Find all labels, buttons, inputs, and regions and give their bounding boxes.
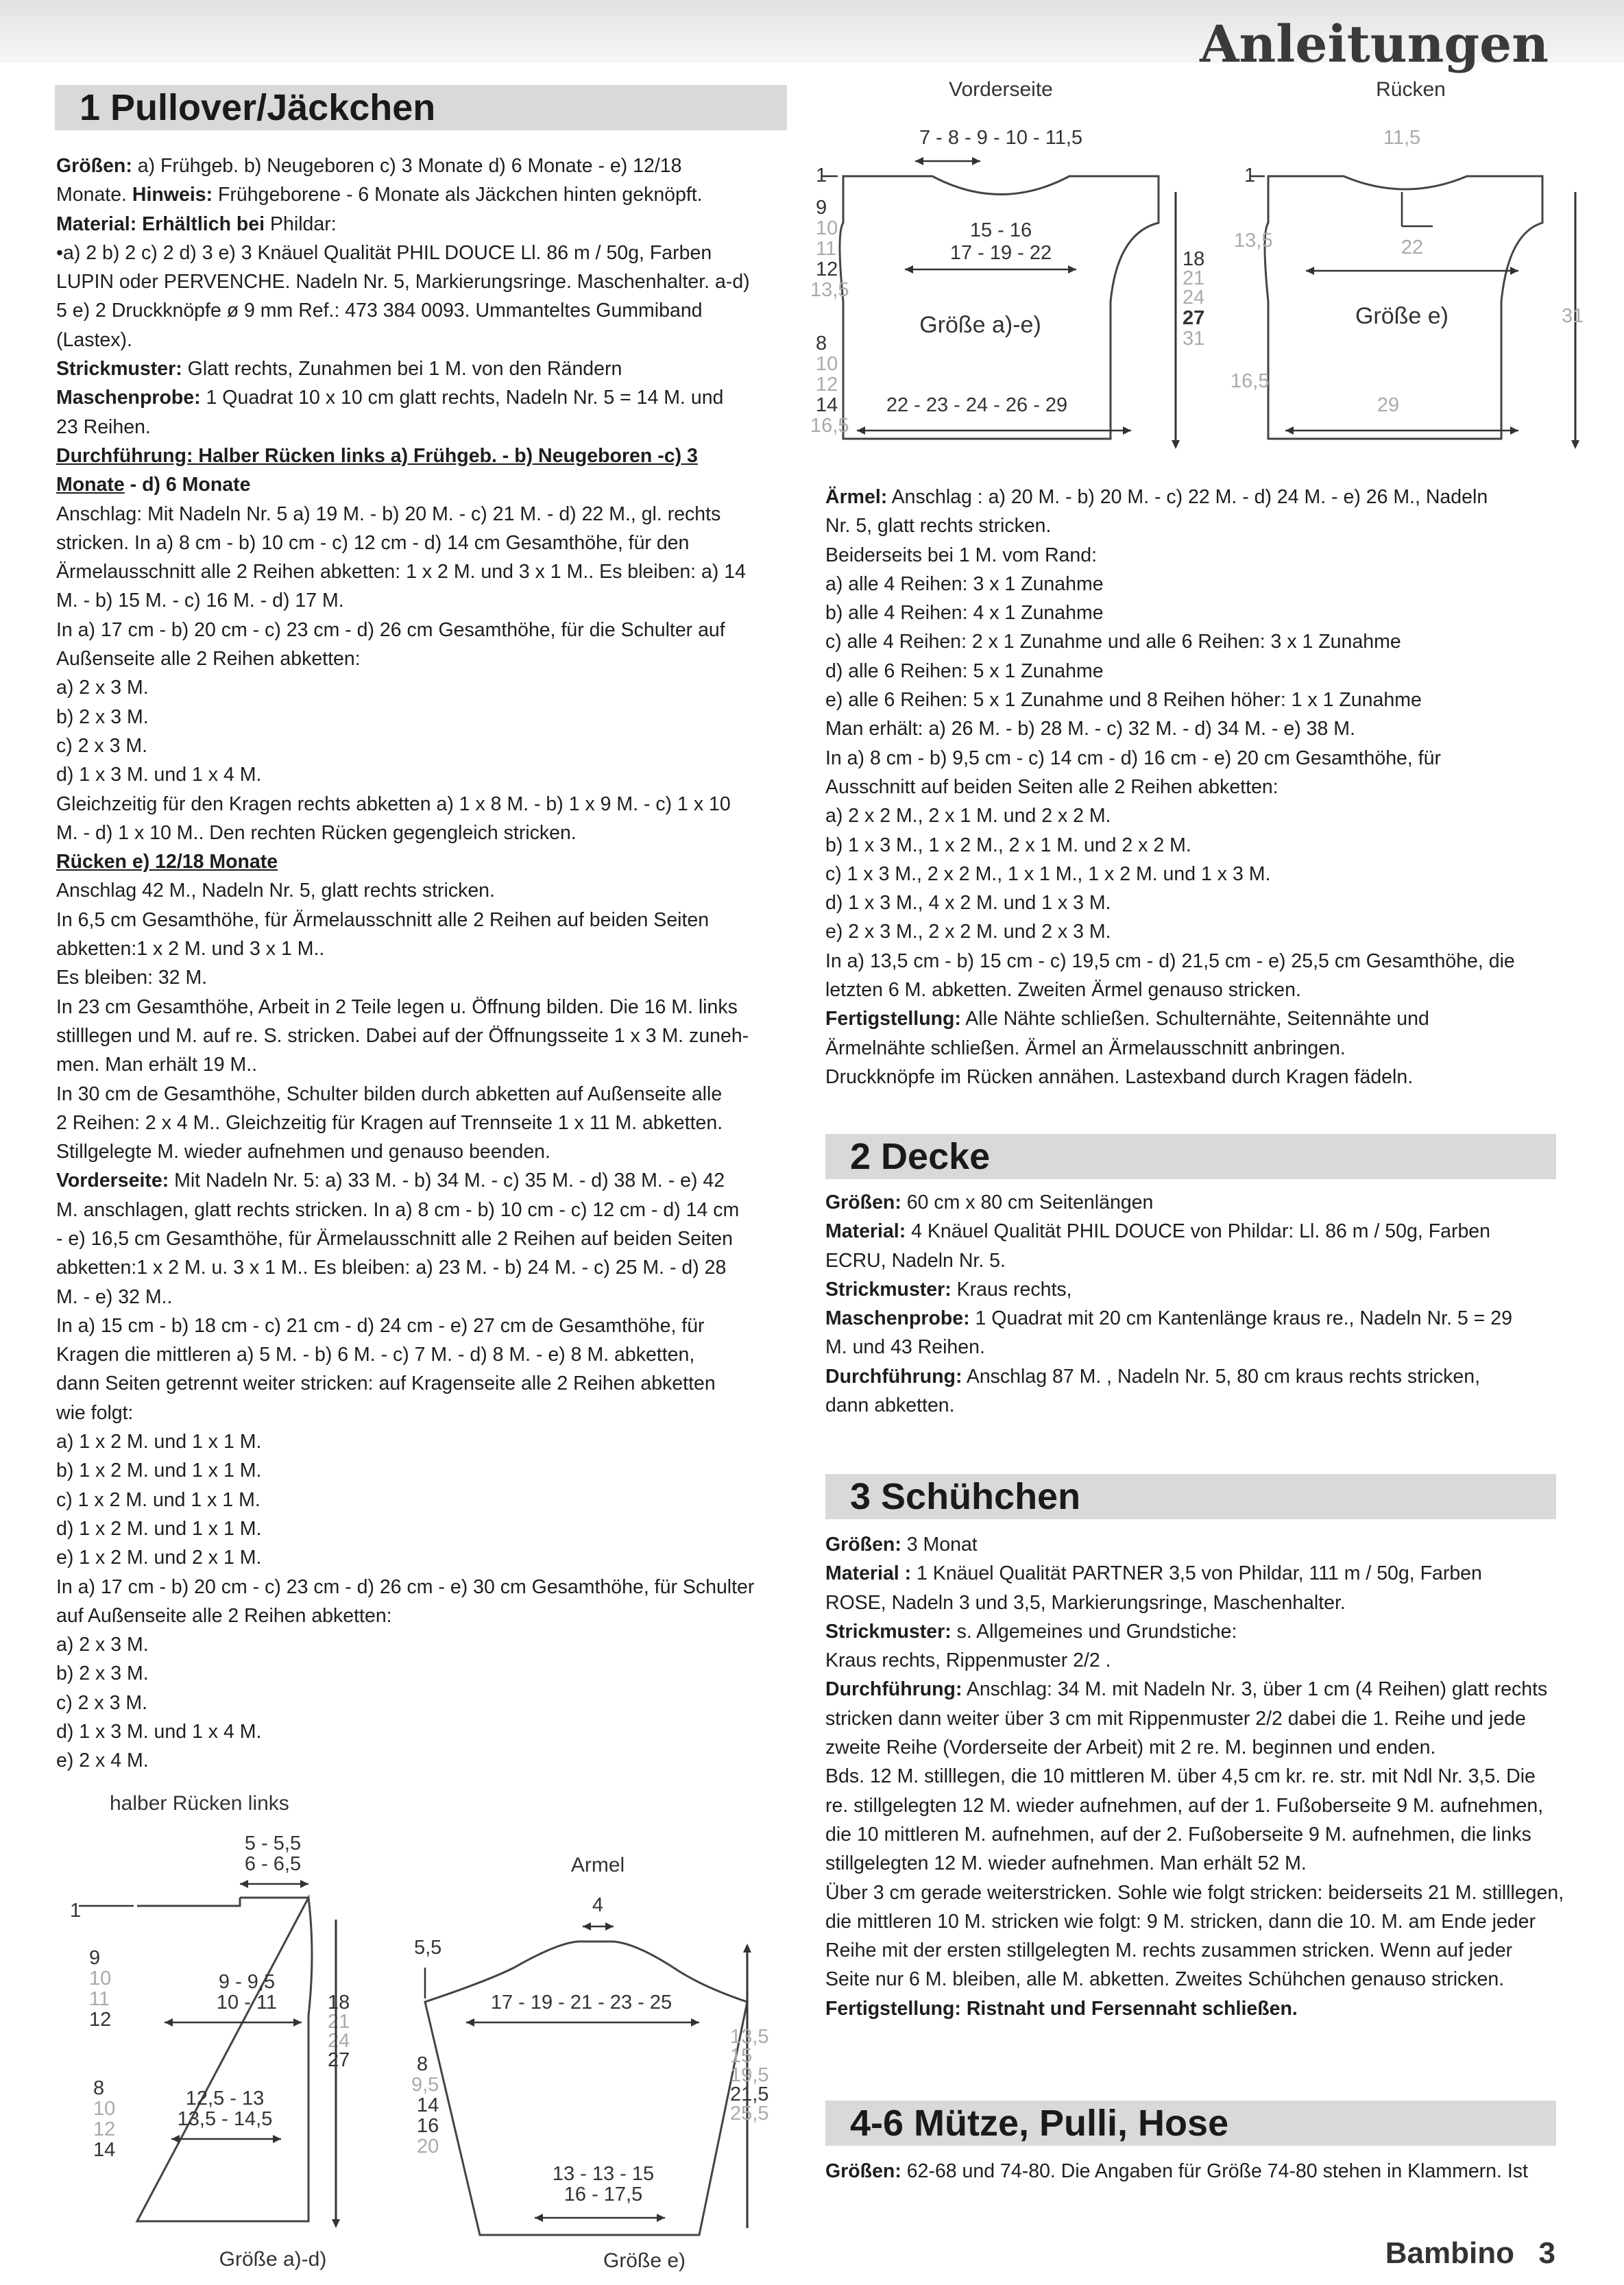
back-low: 16,5 xyxy=(1231,370,1270,392)
front-mid-b: 17 - 19 - 22 xyxy=(949,242,1052,264)
pullover-line: Kragen die mittleren a) 5 M. - b) 6 M. - c) 7 M. - d) 8 M. - e) 8 M. abketten, xyxy=(56,1344,695,1366)
pullover-line: d) 1 x 2 M. und 1 x 1 M. xyxy=(56,1517,262,1540)
front-low-a: 8 xyxy=(816,333,827,354)
pullover-line: In 23 cm Gesamthöhe, Arbeit in 2 Teile legen u. Öffnung bilden. Die 16 M. links xyxy=(56,995,738,1018)
sleeve-right-e: 25,5 xyxy=(730,2103,769,2125)
front-low-d: 14 xyxy=(816,394,838,416)
half-back-one: 1 xyxy=(70,1900,82,1922)
sleeve-text-line: b) alle 4 Reihen: 4 x 1 Zunahme xyxy=(825,602,1104,625)
pullover-line: e) 1 x 2 M. und 2 x 1 M. xyxy=(56,1547,262,1569)
schuehchen-line: Größen: 3 Monat xyxy=(825,1534,978,1556)
decke-line: Material: 4 Knäuel Qualität PHIL DOUCE von Phildar: Ll. 86 m / 50g, Farben xyxy=(825,1220,1490,1243)
sleeve-diagram xyxy=(404,1844,816,2272)
half-back-width-b: 13,5 - 14,5 xyxy=(177,2108,273,2130)
pullover-line: M. - b) 15 M. - c) 16 M. - d) 17 M. xyxy=(56,590,344,612)
sleeve-text-line: d) alle 6 Reihen: 5 x 1 Zunahme xyxy=(825,660,1104,682)
back-title: Rücken xyxy=(1376,78,1446,101)
pullover-line: c) 1 x 2 M. und 1 x 1 M. xyxy=(56,1488,260,1511)
sleeve-left: 5,5 xyxy=(414,1937,442,1959)
schuehchen-line: Strickmuster: s. Allgemeines und Grundstiche: xyxy=(825,1620,1237,1643)
pullover-line: LUPIN oder PERVENCHE. Nadeln Nr. 5, Markierungsringe. Maschenhalter. a-d) xyxy=(56,271,750,293)
sleeve-width: 17 - 19 - 21 - 23 - 25 xyxy=(490,1992,672,2014)
sleeve-text-line: a) alle 4 Reihen: 3 x 1 Zunahme xyxy=(825,572,1104,595)
half-back-right-d: 27 xyxy=(328,2049,350,2071)
schuehchen-line: die 10 mittleren M. aufnehmen, auf der 2. Fußoberseite 9 M. aufnehmen, die links xyxy=(825,1823,1531,1846)
pullover-line: Größen: a) Frühgeb. b) Neugeboren c) 3 Monate d) 6 Monate - e) 12/18 xyxy=(56,155,682,177)
sleeve-text-line: Beiderseits bei 1 M. vom Rand: xyxy=(825,544,1098,566)
footer-brand: Bambino xyxy=(1385,2236,1514,2270)
sleeve-text-line: Ärmelnähte schließen. Ärmel an Ärmelausschnitt anbringen. xyxy=(825,1037,1346,1059)
pullover-line: stricken. In a) 8 cm - b) 10 cm - c) 12 cm - d) 14 cm Gesamthöhe, für den xyxy=(56,531,690,554)
half-back-left-d: 12 xyxy=(89,2009,112,2031)
back-left: 13,5 xyxy=(1234,230,1273,252)
schuehchen-line: Seite nur 6 M. bleiben, alle M. abketten. Zweites Schühchen genauso stricken. xyxy=(825,1968,1505,1991)
back-size: Größe e) xyxy=(1355,303,1449,329)
half-back-left-c: 11 xyxy=(89,1988,110,2010)
page-title: Anleitungen xyxy=(1200,15,1549,74)
pullover-line: M. anschlagen, glatt rechts stricken. In a) 8 cm - b) 10 cm - c) 12 cm - d) 14 cm xyxy=(56,1198,740,1221)
sleeve-instructions xyxy=(825,483,1558,1091)
sleeve-text-line: Ausschnitt auf beiden Seiten alle 2 Reihen abketten: xyxy=(825,775,1278,798)
pullover-line: b) 1 x 2 M. und 1 x 1 M. xyxy=(56,1460,262,1482)
pullover-line: stilllegen und M. auf re. S. stricken. Dabei auf der Öffnungsseite 1 x 3 M. zuneh- xyxy=(56,1024,749,1047)
front-low-e: 16,5 xyxy=(810,415,849,437)
pullover-line: a) 1 x 2 M. und 1 x 1 M. xyxy=(56,1431,262,1453)
sleeve-left-d: 16 xyxy=(417,2115,439,2137)
half-back-bottom-a: 8 xyxy=(93,2077,105,2099)
front-left-d: 12 xyxy=(816,258,838,280)
front-low-c: 12 xyxy=(816,374,838,396)
back-mid: 22 xyxy=(1401,237,1424,258)
footer-page-number: 3 xyxy=(1538,2236,1555,2270)
sleeve-right-d: 21,5 xyxy=(730,2083,769,2105)
pullover-line: Monate. Hinweis: Frühgeborene - 6 Monate als Jäckchen hinten geknöpft. xyxy=(56,184,703,206)
sleeve-right-a: 13,5 xyxy=(730,2026,769,2048)
pullover-line: M. - e) 32 M.. xyxy=(56,1285,173,1308)
decke-line: Durchführung: Anschlag 87 M. , Nadeln Nr. 5, 80 cm kraus rechts stricken, xyxy=(825,1365,1481,1388)
sleeve-text-line: e) 2 x 3 M., 2 x 2 M. und 2 x 3 M. xyxy=(825,921,1111,943)
decke-line: Größen: 60 cm x 80 cm Seitenlängen xyxy=(825,1192,1154,1213)
sleeve-left-a: 8 xyxy=(417,2053,428,2075)
pullover-line: Anschlag: Mit Nadeln Nr. 5 a) 19 M. - b) 20 M. - c) 21 M. - d) 22 M., gl. rechts xyxy=(56,503,721,525)
half-back-size: Größe a)-d) xyxy=(219,2248,327,2271)
half-back-mid-a: 9 - 9,5 xyxy=(218,1971,276,1993)
sleeve-left-c: 14 xyxy=(417,2094,439,2116)
pullover-line: a) 2 x 3 M. xyxy=(56,1634,149,1656)
front-one: 1 xyxy=(816,165,827,186)
pullover-line: men. Man erhält 19 M.. xyxy=(56,1054,258,1076)
schuehchen-line: stricken dann weiter über 3 cm mit Rippenmuster 2/2 dabei die 1. Reihe und jede xyxy=(825,1707,1526,1730)
sleeve-text-line: Druckknöpfe im Rücken annähen. Lastexband durch Kragen fädeln. xyxy=(825,1065,1414,1088)
front-low-b: 10 xyxy=(816,353,838,375)
front-right-b: 21 xyxy=(1183,267,1205,289)
front-right-d: 27 xyxy=(1183,307,1205,329)
section-heading-muetze: 4-6 Mütze, Pulli, Hose xyxy=(825,2101,1556,2146)
front-size: Größe a)-e) xyxy=(919,312,1041,338)
pullover-line: Strickmuster: Glatt rechts, Zunahmen bei 1 M. von den Rändern xyxy=(56,358,622,380)
pullover-line: Ärmelausschnitt alle 2 Reihen abketten: 1 x 2 M. und 3 x 1 M.. Es bleiben: a) 14 xyxy=(56,561,746,583)
half-back-diagram xyxy=(55,1782,411,2271)
pullover-line: Gleichzeitig für den Kragen rechts abketten a) 1 x 8 M. - b) 1 x 9 M. - c) 1 x 10 xyxy=(56,793,731,815)
front-right-a: 18 xyxy=(1183,248,1205,270)
back-right: 31 xyxy=(1562,305,1584,327)
pullover-line: In a) 17 cm - b) 20 cm - c) 23 cm - d) 26 cm - e) 30 cm Gesamthöhe, für Schulter xyxy=(56,1575,755,1598)
half-back-top-b: 6 - 6,5 xyxy=(244,1853,302,1875)
pullover-line: Es bleiben: 32 M. xyxy=(56,967,208,989)
pullover-line: In a) 17 cm - b) 20 cm - c) 23 cm - d) 26 cm Gesamthöhe, für die Schulter auf xyxy=(56,618,725,641)
pullover-line: b) 2 x 3 M. xyxy=(56,705,149,728)
left-column-text xyxy=(56,152,788,1776)
pullover-line: Rücken e) 12/18 Monate xyxy=(56,851,278,873)
back-one: 1 xyxy=(1244,165,1256,186)
front-left-c: 11 xyxy=(816,238,837,260)
sleeve-text-line: d) 1 x 3 M., 4 x 2 M. und 1 x 3 M. xyxy=(825,892,1111,915)
pullover-line: d) 1 x 3 M. und 1 x 4 M. xyxy=(56,1721,262,1743)
pullover-line: Anschlag 42 M., Nadeln Nr. 5, glatt rechts stricken. xyxy=(56,880,495,902)
sleeve-text-line: In a) 13,5 cm - b) 15 cm - c) 19,5 cm - d) 21,5 cm - e) 25,5 cm Gesamthöhe, die xyxy=(825,950,1515,972)
schuehchen-line: ROSE, Nadeln 3 und 3,5, Markierungsringe, Maschenhalter. xyxy=(825,1591,1346,1614)
front-right-e: 31 xyxy=(1183,328,1205,350)
schuehchen-instructions xyxy=(825,1530,1564,2023)
schuehchen-line: Reihe mit der ersten stillgelegten M. rechts zusammen stricken. Wenn auf jeder xyxy=(825,1939,1513,1962)
decke-line: Strickmuster: Kraus rechts, xyxy=(825,1278,1072,1301)
decke-line: dann abketten. xyxy=(825,1394,955,1417)
pullover-line: abketten:1 x 2 M. und 3 x 1 M.. xyxy=(56,938,325,960)
sleeve-text-line: Nr. 5, glatt rechts stricken. xyxy=(825,515,1052,537)
decke-line: Maschenprobe: 1 Quadrat mit 20 cm Kantenlänge kraus re., Nadeln Nr. 5 = 29 xyxy=(825,1307,1512,1330)
pullover-line: Vorderseite: Mit Nadeln Nr. 5: a) 33 M. - b) 34 M. - c) 35 M. - d) 38 M. - e) 42 xyxy=(56,1170,725,1192)
pullover-line: 5 e) 2 Druckknöpfe ø 9 mm Ref.: 473 384 0093. Ummanteltes Gummiband xyxy=(56,300,703,322)
half-back-top-a: 5 - 5,5 xyxy=(244,1833,302,1854)
pullover-line: Stillgelegte M. wieder aufnehmen und genauso beenden. xyxy=(56,1141,550,1163)
pullover-line: wie folgt: xyxy=(56,1401,134,1424)
section-heading-decke: 2 Decke xyxy=(825,1134,1556,1179)
schuehchen-line: Über 3 cm gerade weiterstricken. Sohle wie folgt stricken: beiderseits 21 M. stilllegen, xyxy=(825,1881,1564,1904)
half-back-right-a: 18 xyxy=(328,1992,350,2014)
pullover-line: In 30 cm de Gesamthöhe, Schulter bilden durch abketten auf Außenseite alle xyxy=(56,1083,723,1105)
sleeve-left-b: 9,5 xyxy=(411,2074,439,2096)
sleeve-bottom-a: 13 - 13 - 15 xyxy=(552,2163,655,2185)
schuehchen-line: die mittleren 10 M. stricken wie folgt: 9 M. stricken, dann die 10. M. am Ende jeder xyxy=(825,1910,1536,1933)
front-right-c: 24 xyxy=(1183,287,1205,309)
pullover-line: abketten:1 x 2 M. u. 3 x 1 M.. Es bleiben: a) 23 M. - b) 24 M. - c) 25 M. - d) 28 xyxy=(56,1257,727,1279)
half-back-bottom-b: 10 xyxy=(93,2098,116,2120)
schuehchen-line: Material : 1 Knäuel Qualität PARTNER 3,5 von Phildar, 111 m / 50g, Farben xyxy=(825,1562,1482,1585)
half-back-right-c: 24 xyxy=(328,2030,350,2052)
pullover-line: 23 Reihen. xyxy=(56,415,151,438)
decke-instructions xyxy=(825,1188,1558,1420)
section-heading-schuehchen: 3 Schühchen xyxy=(825,1474,1556,1519)
schuehchen-line: stillgelegten 12 M. wieder aufnehmen. Man erhält 52 M. xyxy=(825,1852,1307,1875)
pullover-line: a) 2 x 3 M. xyxy=(56,677,149,699)
half-back-bottom-d: 14 xyxy=(93,2139,116,2161)
front-bottom: 22 - 23 - 24 - 26 - 29 xyxy=(886,394,1068,416)
half-back-left-a: 9 xyxy=(89,1947,101,1969)
back-bottom: 29 xyxy=(1377,394,1400,416)
pullover-line: Außenseite alle 2 Reihen abketten: xyxy=(56,648,361,670)
pullover-line: e) 2 x 4 M. xyxy=(56,1750,149,1772)
pullover-line: Monate - d) 6 Monate xyxy=(56,474,251,496)
sleeve-text-line: In a) 8 cm - b) 9,5 cm - c) 14 cm - d) 16 cm - e) 20 cm Gesamthöhe, für xyxy=(825,747,1442,769)
sleeve-text-line: e) alle 6 Reihen: 5 x 1 Zunahme und 8 Reihen höher: 1 x 1 Zunahme xyxy=(825,689,1422,712)
decke-line: M. und 43 Reihen. xyxy=(825,1336,985,1359)
schuehchen-line: zweite Reihe (Vorderseite der Arbeit) mit 2 re. M. beginnen und enden. xyxy=(825,1737,1436,1759)
schuehchen-line: Kraus rechts, Rippenmuster 2/2 . xyxy=(825,1649,1111,1672)
sleeve-title: Armel xyxy=(570,1854,625,1876)
front-left-e: 13,5 xyxy=(810,279,849,301)
schuehchen-line: Bds. 12 M. stilllegen, die 10 mittleren M. über 4,5 cm kr. re. str. mit Ndl Nr. 3,5. Die xyxy=(825,1765,1536,1788)
back-top-label: 11,5 xyxy=(1383,127,1421,149)
front-diagram xyxy=(795,75,1220,459)
section-heading-pullover: 1 Pullover/Jäckchen xyxy=(55,85,787,130)
pullover-line: In 6,5 cm Gesamthöhe, für Ärmelausschnitt alle 2 Reihen auf beiden Seiten xyxy=(56,908,710,931)
sleeve-text-line: letzten 6 M. abketten. Zweiten Ärmel genauso stricken. xyxy=(825,979,1301,1002)
pullover-line: b) 2 x 3 M. xyxy=(56,1663,149,1685)
sleeve-text-line: Fertigstellung: Alle Nähte schließen. Schulternähte, Seitennähte und xyxy=(825,1008,1429,1030)
pullover-line: •a) 2 b) 2 c) 2 d) 3 e) 3 Knäuel Qualität PHIL DOUCE Ll. 86 m / 50g, Farben xyxy=(56,241,712,264)
pullover-line: 2 Reihen: 2 x 4 M.. Gleichzeitig für Kragen auf Trennseite 1 x 11 M. abketten. xyxy=(56,1111,723,1134)
pullover-line: Material: Erhältlich bei Phildar: xyxy=(56,213,337,235)
sleeve-right-c: 19,5 xyxy=(730,2064,769,2086)
schuehchen-line: re. stillgelegten 12 M. wieder aufnehmen, auf der 1. Fußoberseite 9 M. aufnehmen, xyxy=(825,1794,1544,1817)
decke-line: ECRU, Nadeln Nr. 5. xyxy=(825,1249,1006,1272)
schuehchen-line: Durchführung: Anschlag: 34 M. mit Nadeln Nr. 3, über 1 cm (4 Reihen) glatt rechts xyxy=(825,1678,1548,1701)
front-left-b: 10 xyxy=(816,217,838,239)
front-title: Vorderseite xyxy=(949,78,1053,101)
sleeve-text-line: Ärmel: Anschlag : a) 20 M. - b) 20 M. - c) 22 M. - d) 24 M. - e) 26 M., Nadeln xyxy=(825,486,1488,508)
muetze-instructions xyxy=(825,2157,1558,2186)
half-back-mid-b: 10 - 11 xyxy=(216,1992,278,2014)
sleeve-bottom-b: 16 - 17,5 xyxy=(563,2184,643,2205)
half-back-title: halber Rücken links xyxy=(110,1792,289,1815)
sleeve-top-label: 4 xyxy=(592,1894,604,1916)
sleeve-text-line: Man erhält: a) 26 M. - b) 28 M. - c) 32 M. - d) 34 M. - e) 38 M. xyxy=(825,718,1355,740)
half-back-left-b: 10 xyxy=(89,1968,112,1990)
half-back-width-a: 12,5 - 13 xyxy=(185,2088,265,2109)
half-back-right-b: 21 xyxy=(328,2011,350,2033)
pullover-line: Durchführung: Halber Rücken links a) Frühgeb. - b) Neugeboren -c) 3 xyxy=(56,444,698,467)
front-left-a: 9 xyxy=(816,197,827,219)
pullover-line: dann Seiten getrennt weiter stricken: auf Kragenseite alle 2 Reihen abketten xyxy=(56,1373,716,1395)
pullover-line: - e) 16,5 cm Gesamthöhe, für Ärmelausschnitt alle 2 Reihen auf beiden Seiten xyxy=(56,1227,733,1250)
pullover-line: c) 2 x 3 M. xyxy=(56,734,148,757)
sleeve-left-e: 20 xyxy=(417,2136,439,2157)
sleeve-right-b: 15 xyxy=(730,2045,753,2067)
muetze-line: Größen: 62-68 und 74-80. Die Angaben für Größe 74-80 stehen in Klammern. Ist xyxy=(825,2160,1528,2182)
back-diagram xyxy=(1207,75,1590,459)
front-top-label: 7 - 8 - 9 - 10 - 11,5 xyxy=(919,127,1083,149)
pullover-line: d) 1 x 3 M. und 1 x 4 M. xyxy=(56,764,262,786)
pullover-line: Maschenprobe: 1 Quadrat 10 x 10 cm glatt rechts, Nadeln Nr. 5 = 14 M. und xyxy=(56,387,724,409)
pullover-line: (Lastex). xyxy=(56,328,132,351)
pullover-line: In a) 15 cm - b) 18 cm - c) 21 cm - d) 24 cm - e) 27 cm de Gesamthöhe, für xyxy=(56,1314,705,1337)
pullover-line: auf Außenseite alle 2 Reihen abketten: xyxy=(56,1604,392,1627)
sleeve-text-line: b) 1 x 3 M., 1 x 2 M., 2 x 1 M. und 2 x 2 M. xyxy=(825,834,1191,856)
sleeve-size: Größe e) xyxy=(603,2249,686,2272)
pullover-line: c) 2 x 3 M. xyxy=(56,1691,148,1714)
sleeve-text-line: c) 1 x 3 M., 2 x 2 M., 1 x 1 M., 1 x 2 M. und 1 x 3 M. xyxy=(825,862,1271,885)
front-mid-a: 15 - 16 xyxy=(969,219,1032,241)
pullover-line: M. - d) 1 x 10 M.. Den rechten Rücken gegengleich stricken. xyxy=(56,821,577,844)
schuehchen-line: Fertigstellung: Ristnaht und Fersennaht schließen. xyxy=(825,1997,1298,2020)
half-back-bottom-c: 12 xyxy=(93,2118,116,2140)
sleeve-text-line: c) alle 4 Reihen: 2 x 1 Zunahme und alle 6 Reihen: 3 x 1 Zunahme xyxy=(825,631,1401,653)
sleeve-text-line: a) 2 x 2 M., 2 x 1 M. und 2 x 2 M. xyxy=(825,805,1111,827)
